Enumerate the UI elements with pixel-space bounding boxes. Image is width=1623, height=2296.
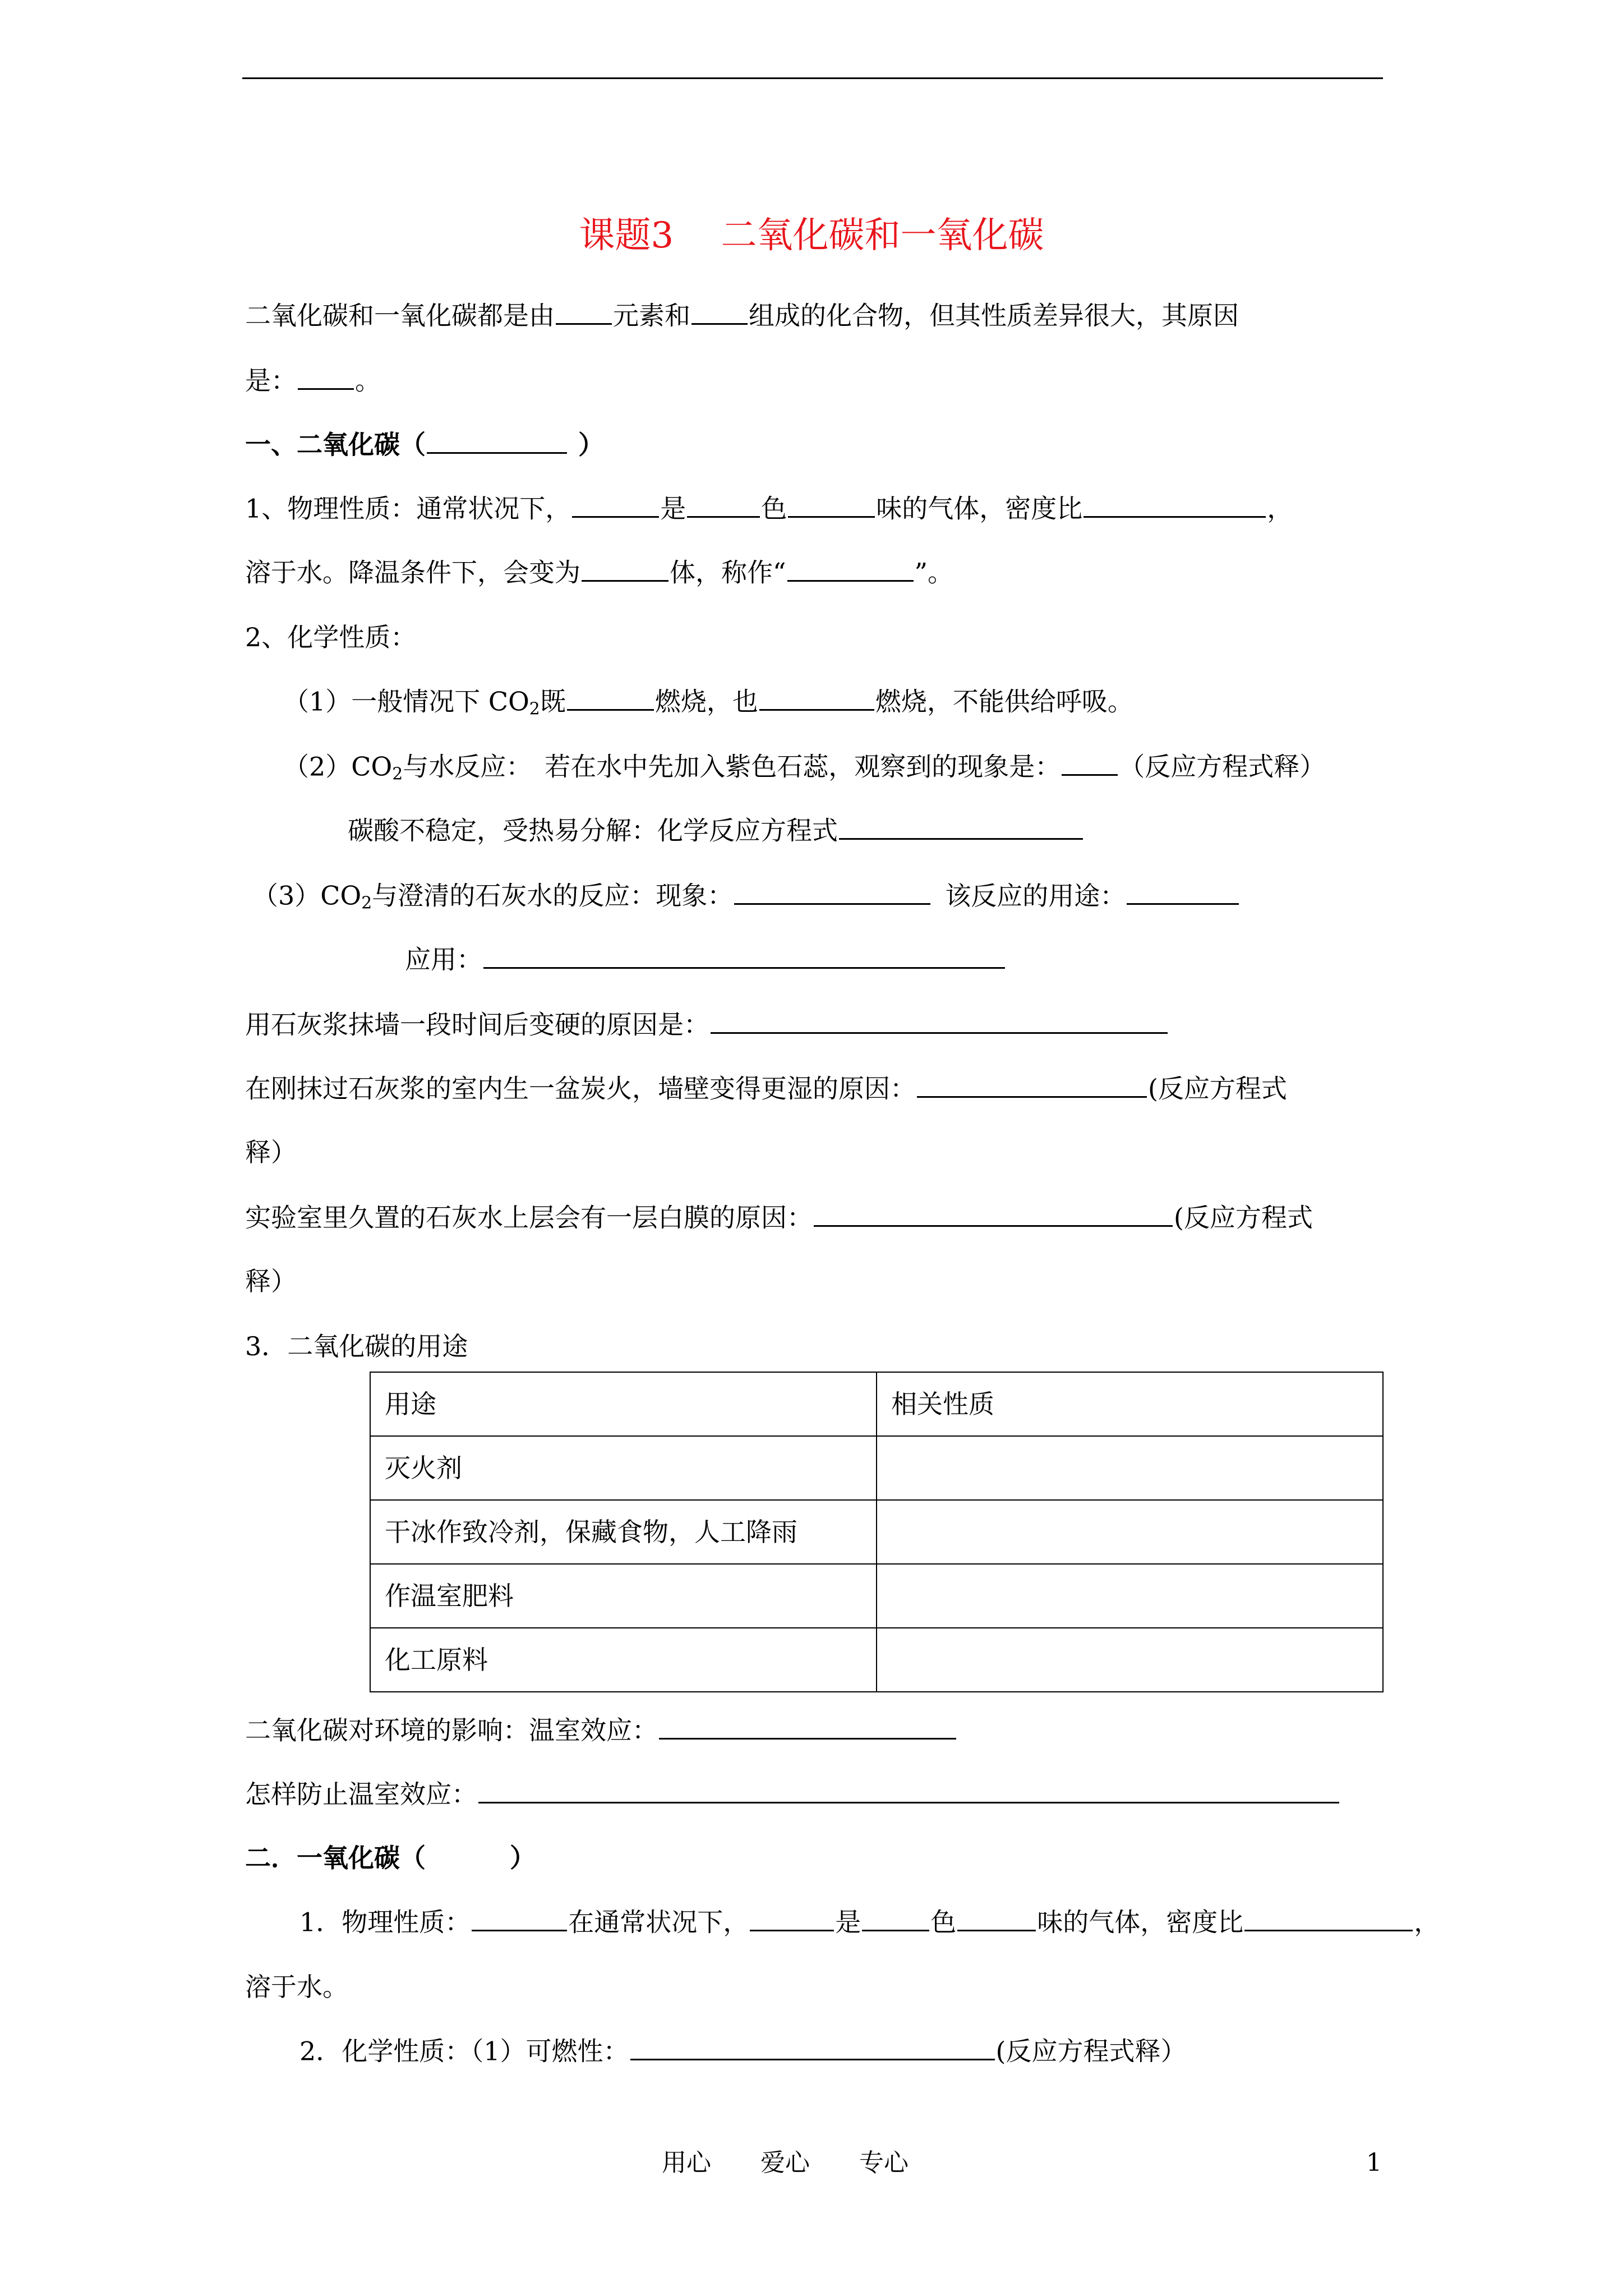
subscript: 2 <box>392 764 403 784</box>
text: ， <box>1267 493 1293 524</box>
table-row <box>370 1628 1383 1692</box>
fill-blank[interactable] <box>472 1905 567 1931</box>
fill-blank[interactable] <box>427 427 567 454</box>
text: 味的气体，密度比 <box>876 493 1083 524</box>
table-row <box>370 1564 1383 1628</box>
text: 味的气体，密度比 <box>1037 1907 1244 1938</box>
text: 既 <box>540 686 566 717</box>
text: 该反应的用途： <box>945 880 1126 911</box>
text: 色 <box>930 1907 957 1938</box>
table-row <box>370 1436 1383 1500</box>
fill-blank[interactable] <box>1244 1905 1413 1931</box>
fill-blank[interactable] <box>572 491 659 518</box>
text: 实验室里久置的石灰水上层会有一层白膜的原因： <box>245 1202 813 1233</box>
text: ”。 <box>914 557 954 588</box>
intro-line-2 <box>245 364 381 398</box>
fill-blank[interactable] <box>917 1071 1147 1098</box>
fill-blank[interactable] <box>687 491 760 518</box>
text: (反应方程式释） <box>995 2036 1187 2067</box>
footer-slogan: 用心 爱心 专心 <box>662 2148 909 2177</box>
co2-prevent-line <box>245 1777 1340 1811</box>
fill-blank[interactable] <box>814 1200 1173 1227</box>
text: ， <box>1414 1907 1440 1938</box>
text: 在通常状况下， <box>568 1907 749 1938</box>
text: 用石灰浆抹墙一段时间后变硬的原因是： <box>245 1009 709 1040</box>
text: 怎样防止温室效应： <box>245 1779 477 1810</box>
co2-chem-item-3-application <box>405 942 1006 977</box>
text: 在刚抹过石灰浆的室内生一盆炭火，墙壁变得更湿的原因： <box>245 1073 916 1104</box>
table-cell-property[interactable] <box>877 1500 1383 1564</box>
page-number: 1 <box>1366 2148 1382 2177</box>
subscript: 2 <box>529 699 540 719</box>
fill-blank[interactable] <box>1083 491 1266 518</box>
intro-line-1 <box>245 298 1239 333</box>
table-header-cell: 用途 <box>370 1372 877 1436</box>
co2-environment-line <box>245 1713 957 1747</box>
table-cell-use: 灭火剂 <box>370 1436 877 1500</box>
table-cell-property[interactable] <box>877 1564 1383 1628</box>
fill-blank[interactable] <box>1062 749 1118 776</box>
text: 是 <box>660 493 686 524</box>
intro-text: 元素和 <box>613 300 690 331</box>
text: （反应方程式释） <box>1119 751 1326 782</box>
table-header-cell: 相关性质 <box>877 1372 1383 1436</box>
fill-blank[interactable] <box>862 1905 929 1931</box>
fill-blank[interactable] <box>582 555 668 582</box>
fill-blank[interactable] <box>759 684 874 711</box>
fill-blank[interactable] <box>839 813 1083 840</box>
table-cell-use: 干冰作致冷剂，保藏食物，人工降雨 <box>370 1500 877 1564</box>
intro-text: 。 <box>355 365 381 396</box>
table-cell-property[interactable] <box>877 1628 1383 1692</box>
fill-blank[interactable] <box>1127 878 1239 905</box>
text: (反应方程式 <box>1148 1073 1287 1104</box>
section-heading-text: 一、二氧化碳（ <box>245 429 426 460</box>
fill-blank[interactable] <box>750 1905 834 1931</box>
section-heading-co <box>245 1841 536 1875</box>
fill-blank[interactable] <box>957 1905 1036 1931</box>
intro-text: 组成的化合物，但其性质差异很大，其原因 <box>749 300 1239 331</box>
co2-chem-item-2-decompose <box>348 813 1084 848</box>
text: (反应方程式 <box>1174 1202 1313 1233</box>
co-physical-line-1 <box>299 1905 1440 1939</box>
section-heading-co2 <box>245 427 604 462</box>
text: 二氧化碳对环境的影响：温室效应： <box>245 1715 658 1746</box>
co2-chem-item-1 <box>283 684 1133 719</box>
co2-uses-heading: 3．二氧化碳的用途 <box>245 1331 468 1361</box>
fill-blank[interactable] <box>711 1007 1168 1034</box>
co2-physical-line-2 <box>245 555 953 590</box>
text: 碳酸不稳定，受热易分解：化学反应方程式 <box>348 815 838 846</box>
co2-chemical-heading: 2、化学性质： <box>245 622 417 652</box>
co-chemical-line <box>299 2034 1187 2068</box>
co-physical-line-2: 溶于水。 <box>245 1972 348 2002</box>
text: 燃烧，不能供给呼吸。 <box>875 686 1133 717</box>
fill-blank[interactable] <box>734 878 930 905</box>
co2-physical-line-1 <box>245 491 1293 526</box>
header-rule <box>242 77 1383 79</box>
fill-blank[interactable] <box>556 298 612 325</box>
text: 1、物理性质：通常状况下， <box>245 493 571 524</box>
text: 溶于水。降温条件下，会变为 <box>245 557 580 588</box>
fill-blank[interactable] <box>478 1777 1339 1803</box>
fill-blank[interactable] <box>787 555 914 582</box>
intro-text: 是： <box>245 365 297 396</box>
table-header-row <box>370 1372 1383 1436</box>
text: （3）CO <box>252 880 362 911</box>
co2-chem-item-2 <box>283 749 1325 784</box>
question-wet-wall-2: 释） <box>245 1137 297 1167</box>
table-cell-property[interactable] <box>877 1436 1383 1500</box>
subscript: 2 <box>361 893 372 913</box>
text: 与澄清的石灰水的反应：现象： <box>372 880 734 911</box>
question-wet-wall-1 <box>245 1071 1287 1106</box>
text: 2．化学性质：（1）可燃性： <box>299 2036 629 2067</box>
page-title: 课题3 二氧化碳和一氧化碳 <box>579 215 1044 256</box>
text: （2）CO <box>283 751 393 782</box>
fill-blank[interactable] <box>659 1713 956 1740</box>
section-heading-close: ） <box>510 1843 536 1873</box>
fill-blank[interactable] <box>298 364 354 390</box>
section-heading-text: 二．一氧化碳（ <box>245 1843 426 1873</box>
question-lime-hardening <box>245 1007 1169 1042</box>
fill-blank[interactable] <box>483 942 1005 969</box>
question-white-film-1 <box>245 1200 1313 1235</box>
text: 应用： <box>405 944 482 975</box>
table-cell-use: 作温室肥料 <box>370 1564 877 1628</box>
text: 1．物理性质： <box>299 1907 471 1938</box>
intro-text: 二氧化碳和一氧化碳都是由 <box>245 300 555 331</box>
co2-chem-item-3 <box>252 878 1240 913</box>
text: 色 <box>761 493 787 524</box>
text: 是 <box>835 1907 861 1938</box>
fill-blank[interactable] <box>630 2034 995 2060</box>
section-heading-close: ） <box>578 429 604 460</box>
co2-uses-table <box>370 1372 1384 1692</box>
table-cell-use: 化工原料 <box>370 1628 877 1692</box>
text: （1）一般情况下 CO <box>283 686 529 717</box>
fill-blank[interactable] <box>691 298 748 325</box>
question-white-film-2: 释） <box>245 1266 297 1296</box>
text: 体，称作“ <box>670 557 786 588</box>
text: 与水反应： 若在水中先加入紫色石蕊，观察到的现象是： <box>403 751 1061 782</box>
table-row <box>370 1500 1383 1564</box>
text: 燃烧，也 <box>654 686 758 717</box>
fill-blank[interactable] <box>788 491 875 518</box>
fill-blank[interactable] <box>567 684 654 711</box>
